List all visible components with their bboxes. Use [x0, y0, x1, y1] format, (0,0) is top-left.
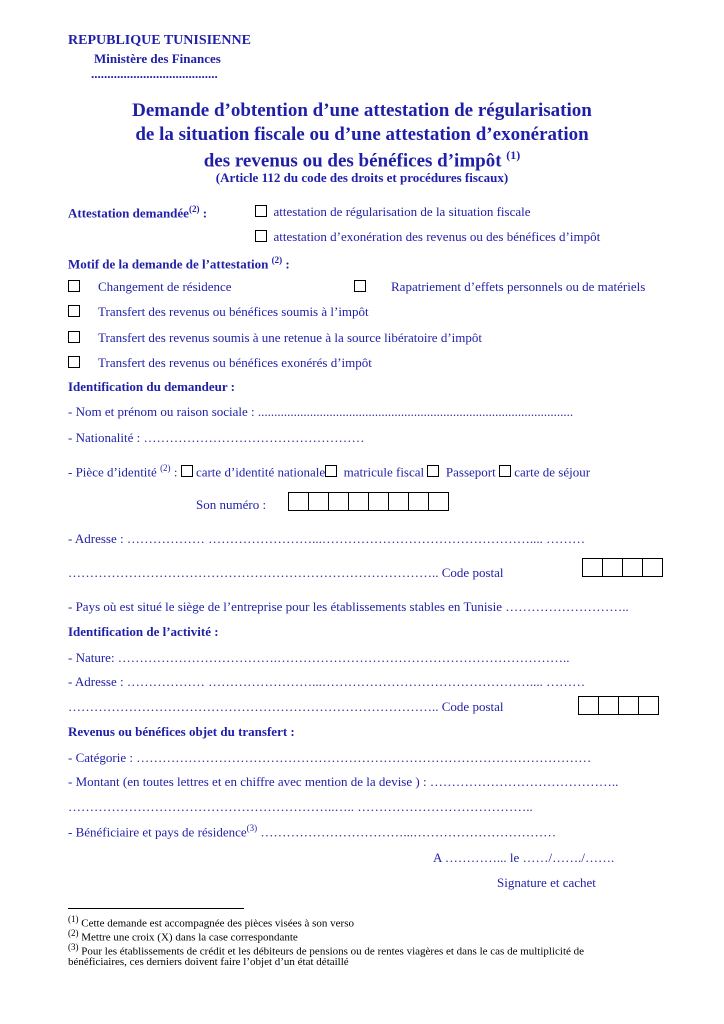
footnote-3: $^{(3)}$ Pour les établissements de crédit et les débiteurs de pensions ou de rentes viagères et dans le cas de multiplicité de [68, 942, 585, 958]
footnote-3-continued: bénéficiaires, ces derniers doivent faire l’objet d’un état détaillé [68, 956, 349, 968]
revenus-categorie-field[interactable]: - Catégorie : …………………………………………………………………………………………… [68, 750, 592, 765]
motif-option-changement: Changement de résidence [68, 279, 232, 295]
activite-code-postal-grid[interactable] [578, 696, 659, 720]
demandeur-numero-label: Son numéro : [196, 497, 267, 512]
signature-label: Signature et cachet [497, 875, 596, 890]
activite-nature-field[interactable]: - Nature: ……………………………….………………………………………………………….. [68, 650, 570, 665]
checkbox-passeport[interactable] [427, 465, 439, 477]
demandeur-pays-field[interactable]: - Pays où est situé le siège de l’entreprise pour les établissements stables en Tunisie ……………………….. [68, 599, 629, 614]
checkbox-transfert-soumis[interactable] [68, 305, 80, 317]
checkbox-carte-sejour[interactable] [499, 465, 511, 477]
demandeur-nationalite-field[interactable]: - Nationalité : …………………………………………… [68, 430, 365, 445]
revenus-montant-line1[interactable]: - Montant (en toutes lettres et en chiffre avec mention de la devise ) : …………………………………….. [68, 774, 619, 789]
revenus-heading: Revenus ou bénéfices objet du transfert : [68, 724, 295, 739]
title-line3: des revenus ou des bénéfices d’impôt $^{(1)}$ [203, 148, 521, 172]
demandeur-piece-identite: - Pièce d’identité $^{(2)}$ : carte d’identité nationale matricule fiscal Passeport carte de séjour [68, 463, 591, 480]
header-ministry: Ministère des Finances [94, 51, 221, 66]
checkbox-rapatriement[interactable] [354, 280, 366, 292]
attestation-option-exoneration: attestation d’exonération des revenus ou des bénéfices d’impôt [255, 229, 600, 245]
title-line1: Demande d’obtention d’une attestation de régularisation [132, 100, 592, 121]
activite-heading: Identification de l’activité : [68, 624, 219, 639]
title-article: (Article 112 du code des droits et procédures fiscaux) [215, 170, 509, 185]
title-line2: de la situation fiscale ou d’une attestation d’exonération [135, 124, 589, 145]
revenus-beneficiaire-field[interactable]: - Bénéficiaire et pays de résidence$^{(3)}$ ……………………………...…………………………… [68, 823, 557, 840]
header-republic: REPUBLIQUE TUNISIENNE [68, 33, 251, 48]
signature-place-date[interactable]: A …………... le ……/……./……. [433, 850, 615, 865]
footnote-1: $^{(1)}$ Cette demande est accompagnée des pièces visées à son verso [68, 914, 355, 930]
activite-adresse-line2[interactable]: ………………………………………………………………………….. Code postal [68, 699, 504, 714]
motif-label: Motif de la demande de l’attestation $^{(2)}$ : [68, 255, 290, 272]
checkbox-attestation-regularisation[interactable] [255, 205, 267, 217]
demandeur-adresse-line2[interactable]: ………………………………………………………………………….. Code postal [68, 565, 504, 580]
motif-option-rapatriement: Rapatriement d’effets personnels ou de matériels [354, 279, 645, 295]
demandeur-numero-grid[interactable] [288, 492, 449, 516]
checkbox-transfert-exoneres[interactable] [68, 356, 80, 368]
checkbox-changement-residence[interactable] [68, 280, 80, 292]
motif-option-transfert-retenue: Transfert des revenus soumis à une retenue à la source libératoire d’impôt [68, 330, 482, 346]
activite-adresse-line1[interactable]: - Adresse : ……………… ……………………...………………………………………….... ……… [68, 674, 586, 689]
header-dots: ....................................... [91, 66, 218, 81]
demandeur-code-postal-grid[interactable] [582, 558, 663, 582]
checkbox-attestation-exoneration[interactable] [255, 230, 267, 242]
attestation-label: Attestation demandée$^{(2)}$ : [68, 204, 208, 221]
demandeur-nom-field[interactable]: - Nom et prénom ou raison sociale : ................................................................................................. [68, 404, 574, 419]
motif-option-transfert-exoneres: Transfert des revenus ou bénéfices exonérés d’impôt [68, 355, 372, 371]
footnote-divider [68, 908, 244, 909]
checkbox-cin[interactable] [181, 465, 193, 477]
demandeur-heading: Identification du demandeur : [68, 379, 235, 394]
revenus-montant-line2[interactable]: ……………………………………………………..….. ………………………………….. [68, 799, 533, 814]
motif-option-transfert-soumis: Transfert des revenus ou bénéfices soumis à l’impôt [68, 304, 369, 320]
checkbox-transfert-retenue[interactable] [68, 331, 80, 343]
footnote-2: $^{(2)}$ Mettre une croix (X) dans la case correspondante [68, 928, 298, 944]
checkbox-matricule-fiscal[interactable] [325, 465, 337, 477]
attestation-option-regularisation: attestation de régularisation de la situation fiscale [255, 204, 531, 220]
demandeur-adresse-line1[interactable]: - Adresse : ……………… ……………………...………………………………………….... ……… [68, 531, 586, 546]
